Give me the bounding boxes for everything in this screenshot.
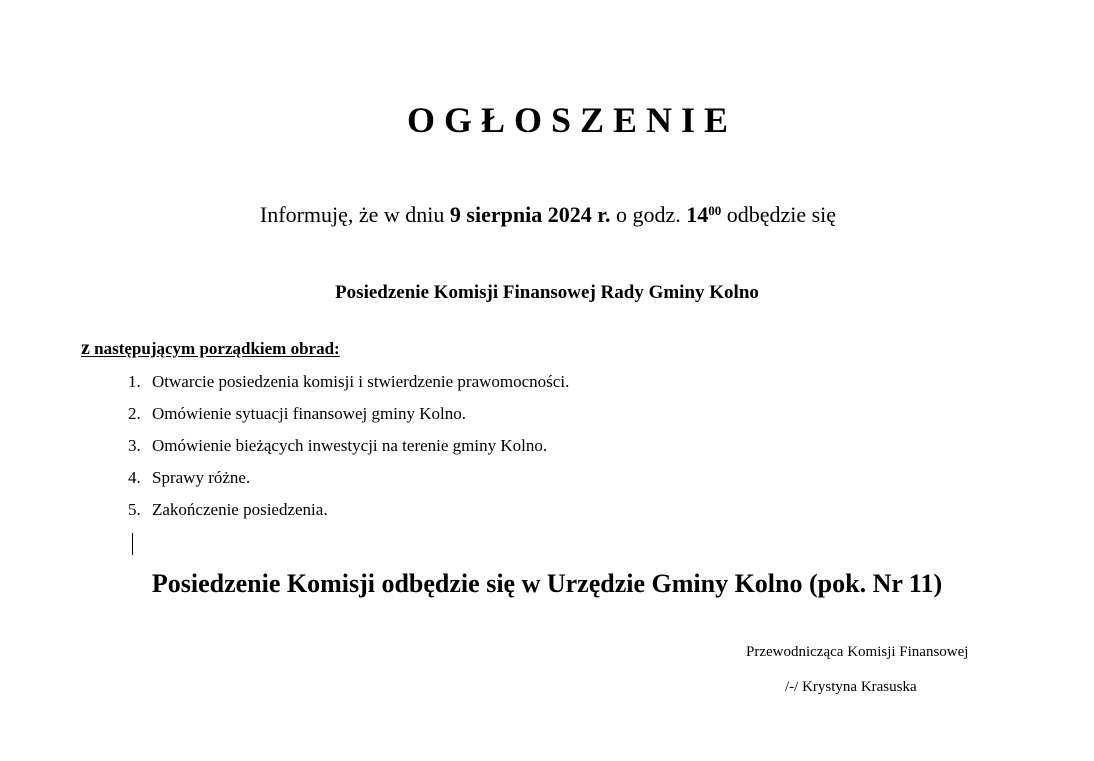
- agenda-list: [128, 370, 569, 530]
- agenda-item-text: Otwarcie posiedzenia komisji i stwierdzenie prawomocności.: [152, 372, 570, 391]
- info-suffix: odbędzie się: [721, 202, 837, 227]
- agenda-heading-first: z: [81, 337, 90, 359]
- info-middle: o godz.: [610, 202, 687, 227]
- agenda-heading-rest: następującym porządkiem obrad:: [89, 339, 340, 358]
- meeting-hour: 14: [686, 202, 709, 227]
- meeting-name: Posiedzenie Komisji Finansowej Rady Gminy Kolno: [335, 282, 759, 303]
- agenda-item: [128, 402, 569, 434]
- signature-name: /-/ Krystyna Krasuska: [785, 679, 917, 695]
- agenda-item-number: 1.: [128, 372, 141, 391]
- agenda-item-text: Sprawy różne.: [152, 468, 251, 487]
- agenda-item: [128, 498, 569, 530]
- agenda-item-text: Zakończenie posiedzenia.: [152, 500, 328, 519]
- meeting-location: Posiedzenie Komisji odbędzie się w Urzędzie Gminy Kolno (pok. Nr 11): [151, 569, 943, 598]
- agenda-heading: [81, 337, 340, 360]
- agenda-item-text: Omówienie sytuacji finansowej gminy Kolno.: [152, 404, 466, 423]
- agenda-item-text: Omówienie bieżących inwestycji na terenie gminy Kolno.: [152, 436, 548, 455]
- agenda-item: [128, 466, 569, 498]
- document-title: OGŁOSZENIE: [406, 100, 738, 140]
- meeting-info-line: [0, 202, 1094, 228]
- agenda-item-number: 2.: [128, 404, 141, 423]
- agenda-item-number: 3.: [128, 436, 141, 455]
- agenda-item-number: 5.: [128, 500, 141, 519]
- agenda-item: [128, 434, 569, 466]
- info-prefix: Informuję, że w dniu: [259, 202, 450, 227]
- agenda-item-number: 4.: [128, 468, 141, 487]
- signature-role: Przewodnicząca Komisji Finansowej: [746, 644, 969, 660]
- agenda-item: [128, 370, 569, 402]
- text-cursor[interactable]: [132, 533, 133, 555]
- meeting-date: 9 sierpnia 2024 r.: [449, 202, 611, 227]
- meeting-minutes: 00: [708, 203, 722, 218]
